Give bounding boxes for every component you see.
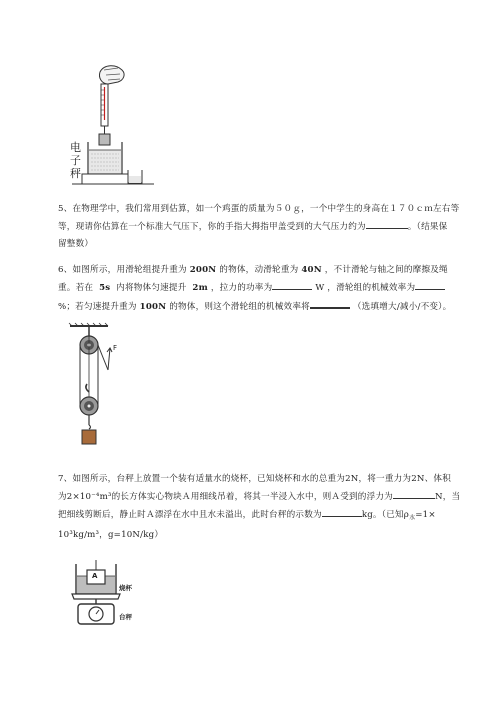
force-arrow bbox=[107, 348, 112, 370]
load-block bbox=[82, 430, 96, 444]
force-label: F bbox=[113, 344, 118, 352]
scale-label bbox=[70, 141, 84, 180]
question-text: 为2×10⁻⁴m³的长方体实心物块Ａ用细线吊着，将其一半浸入水中，则Ａ受到的浮力为 bbox=[58, 492, 393, 502]
figure-pulley-system bbox=[64, 322, 134, 452]
question-text: 重。若在 bbox=[58, 283, 94, 293]
question-text: 留整数） bbox=[58, 239, 94, 249]
value: 2m bbox=[192, 283, 208, 293]
question-text: 的物体，动滑轮重为 bbox=[219, 265, 299, 275]
question-text: 。（结果保 bbox=[407, 222, 448, 232]
label-char: 秤 bbox=[70, 167, 81, 180]
question-text: 如图所示，用滑轮组提升重为 bbox=[72, 265, 187, 275]
question-text: =1× bbox=[415, 510, 436, 520]
question-number: 7、 bbox=[58, 474, 73, 484]
electronic-scale bbox=[82, 174, 128, 184]
answer-blank[interactable] bbox=[393, 488, 435, 499]
hanging-block bbox=[99, 134, 110, 145]
answer-blank[interactable] bbox=[322, 506, 362, 517]
value: 200N bbox=[189, 265, 217, 275]
question-text: 内将物体匀速提升 bbox=[116, 283, 187, 293]
figure-beaker-scale bbox=[66, 560, 146, 630]
unit: W bbox=[315, 283, 325, 293]
question-text: kg。（已知ρ bbox=[361, 510, 410, 520]
question-text: N，当 bbox=[434, 492, 461, 502]
beaker-label: 烧杯 bbox=[119, 584, 132, 592]
question-text: 等，现请你估算在一个标准大气压下，你的手指大拇指甲盖受到的大气压力约为 bbox=[58, 222, 366, 232]
question-text: （选填增大/减小/不变）。 bbox=[352, 302, 452, 312]
pull-rope bbox=[98, 345, 108, 370]
block-a-label: A bbox=[92, 572, 98, 580]
answer-blank[interactable] bbox=[366, 218, 408, 229]
question-number: 5、 bbox=[58, 204, 73, 214]
label-char: 电 bbox=[70, 141, 81, 154]
answer-blank[interactable] bbox=[415, 279, 445, 290]
question-6 bbox=[58, 262, 468, 316]
question-text: 在物理学中，我们常用到估算，如一个鸡蛋的质量为５０ｇ，一个中学生的身高在１７０ｃｍ左右等 bbox=[72, 204, 460, 214]
label-char: 子 bbox=[70, 154, 81, 167]
scale-label: 台秤 bbox=[119, 613, 132, 621]
question-text: 把细线剪断后，静止时Ａ漂浮在水中且水未溢出，此时台秤的示数为 bbox=[58, 510, 322, 520]
answer-blank[interactable] bbox=[310, 297, 350, 309]
question-text: 10³kg/m³，g=10N/kg） bbox=[58, 529, 164, 540]
question-text: ，不计滑轮与轴之间的摩擦及绳 bbox=[324, 265, 448, 275]
question-text: ，滑轮组的机械效率为 bbox=[327, 283, 416, 293]
value: 100N bbox=[139, 302, 167, 312]
value: 40N bbox=[301, 265, 322, 275]
question-number: 6、 bbox=[58, 265, 73, 275]
subscript: 水 bbox=[409, 514, 416, 522]
answer-blank[interactable] bbox=[272, 279, 312, 290]
scale-platform bbox=[72, 594, 120, 599]
question-text: 如图所示，台秤上放置一个装有适量水的烧杯，已知烧杯和水的总重为2N，将一重力为2N、体积 bbox=[72, 474, 451, 484]
question-text: 的物体，则这个滑轮组的机械效率将 bbox=[169, 302, 310, 312]
question-5 bbox=[58, 201, 468, 253]
value: 5s bbox=[99, 283, 111, 293]
question-7 bbox=[58, 471, 468, 544]
question-text: %；若匀速提升重为 bbox=[58, 302, 137, 312]
question-text: ，拉力的功率为 bbox=[210, 283, 273, 293]
